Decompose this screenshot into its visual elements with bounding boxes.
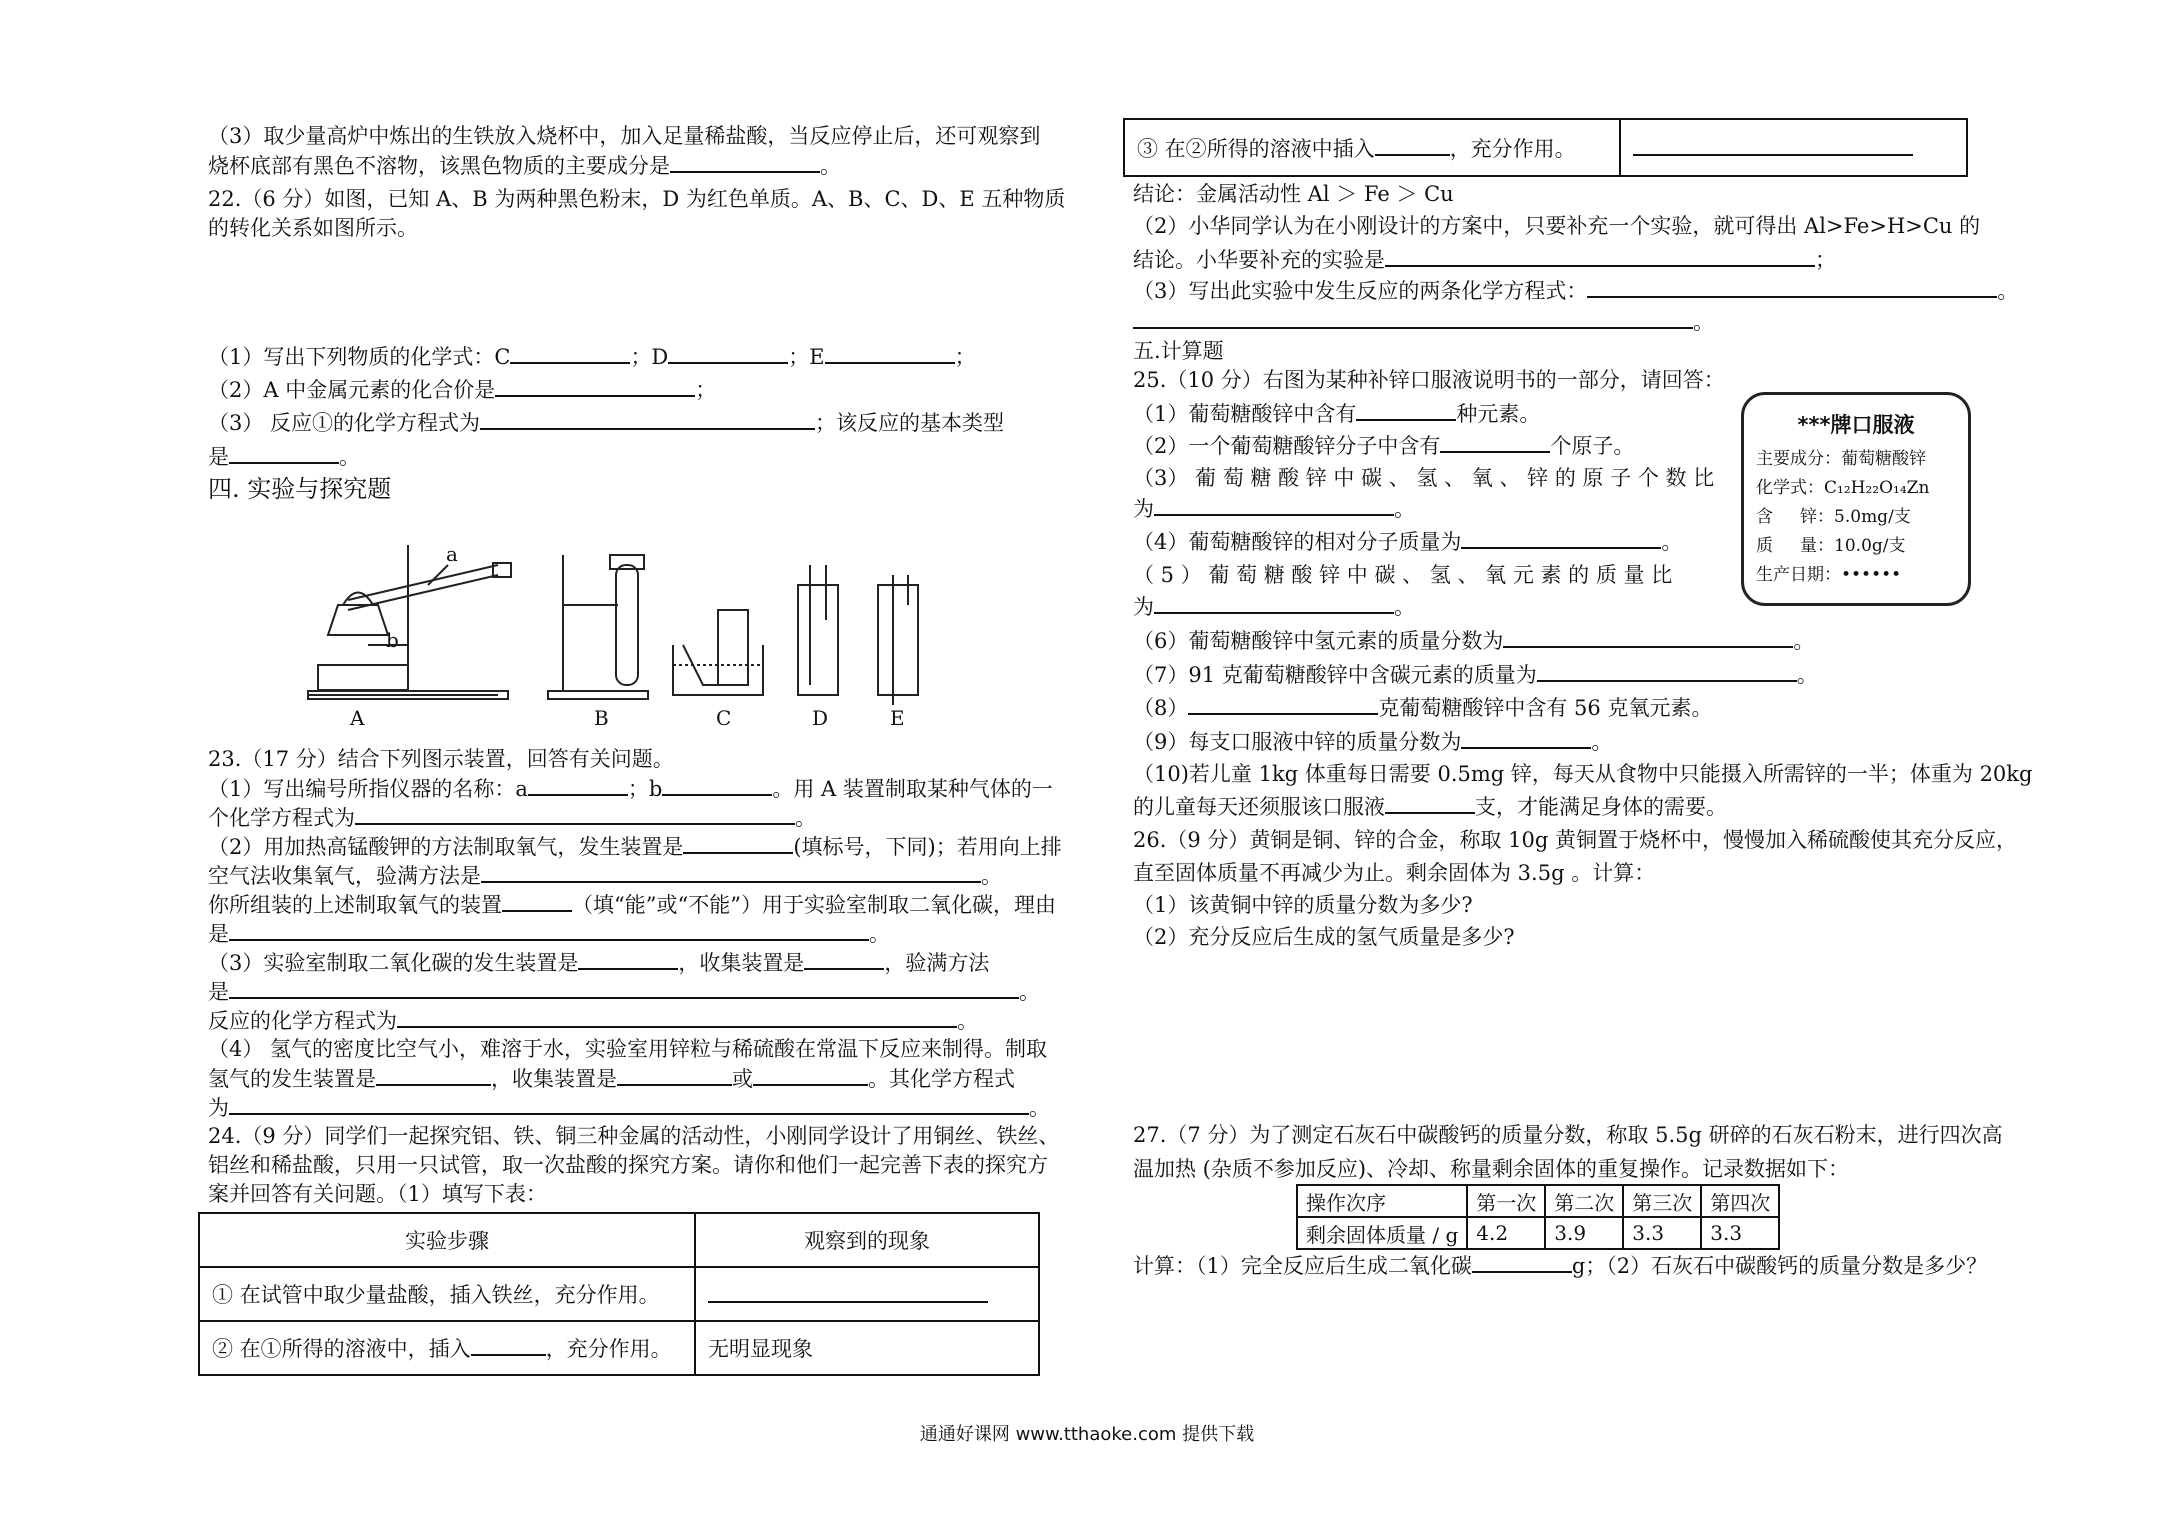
answer-blank[interactable] xyxy=(1587,276,1997,298)
q23-2d: 是 。 xyxy=(208,919,890,948)
answer-blank[interactable] xyxy=(1154,494,1394,516)
q25-3b: 为 。 xyxy=(1133,494,1415,523)
label-box-zinc: 含 锌：5.0mg/支 xyxy=(1756,507,1911,527)
q25-8: （8） 克葡萄糖酸锌中含有 56 克氧元素。 xyxy=(1133,693,1712,722)
q25-10b: 的儿童每天还须服该口服液 支，才能满足身体的需要。 xyxy=(1133,792,1727,821)
experiment-table-continued xyxy=(1123,118,1968,177)
q25-4: （4）葡萄糖酸锌的相对分子质量为 。 xyxy=(1133,527,1682,556)
answer-blank[interactable] xyxy=(683,832,793,854)
q25-10: （10)若儿童 1kg 体重每日需要 0.5mg 锌，每天从食物中只能摄入所需锌的一半；体重为 20kg xyxy=(1133,762,2033,786)
table-header: 观察到的现象 xyxy=(695,1213,1039,1267)
table-cell: ③ 在②所得的溶液中插入 ，充分作用。 xyxy=(1124,119,1620,176)
answer-blank[interactable] xyxy=(1537,660,1797,682)
answer-blank[interactable] xyxy=(1461,527,1661,549)
q24-conclusion: 结论：金属活动性 Al ＞ Fe ＞ Cu xyxy=(1133,182,1454,206)
q24-line2: 铝丝和稀盐酸，只用一只试管，取一次盐酸的探究方案。请你和他们一起完善下表的探究方 xyxy=(208,1153,1048,1177)
q22-3: （3） 反应①的化学方程式为 ；该反应的基本类型 xyxy=(208,408,1004,437)
table-cell: 剩余固体质量 / g xyxy=(1297,1217,1467,1249)
table-row xyxy=(1297,1217,1779,1249)
answer-blank[interactable] xyxy=(1356,399,1456,421)
answer-blank[interactable] xyxy=(1133,307,1693,329)
apparatus-label-a: a xyxy=(446,542,458,566)
apparatus-diagram xyxy=(298,525,1018,735)
q24-3b: 。 xyxy=(1133,307,1714,336)
q22-line2: 的转化关系如图所示。 xyxy=(208,216,418,240)
answer-blank[interactable] xyxy=(617,1064,732,1086)
q27-line1: 27.（7 分）为了测定石灰石中碳酸钙的质量分数，称取 5.5g 研碎的石灰石粉末，进行四次高 xyxy=(1133,1123,2003,1147)
answer-blank[interactable] xyxy=(825,342,955,364)
q25-5b: 为 。 xyxy=(1133,592,1415,621)
table-cell: 3.3 xyxy=(1623,1217,1701,1249)
q25-3: （3） 葡 萄 糖 酸 锌 中 碳 、 氢 、 氧 、 锌 的 原 子 个 数 比 xyxy=(1133,466,1715,490)
q25-9: （9）每支口服液中锌的质量分数为 。 xyxy=(1133,727,1612,756)
apparatus-label-b: b xyxy=(386,628,399,652)
answer-blank[interactable] xyxy=(502,890,572,912)
answer-blank[interactable] xyxy=(753,1064,868,1086)
table-cell xyxy=(695,1267,1039,1321)
label-box-ingredient: 主要成分：葡萄糖酸锌 xyxy=(1756,449,1926,469)
q22-2: （2）A 中金属元素的化合价是 ； xyxy=(208,375,716,404)
answer-blank[interactable] xyxy=(397,1006,957,1028)
answer-blank[interactable] xyxy=(804,948,884,970)
section-4-heading: 四. 实验与探究题 xyxy=(208,475,392,503)
q27-line2: 温加热 (杂质不参加反应)、冷却、称量剩余固体的重复操作。记录数据如下： xyxy=(1133,1157,1850,1181)
table-cell xyxy=(1620,119,1967,176)
answer-blank[interactable] xyxy=(1385,245,1815,267)
table-header: 第三次 xyxy=(1623,1185,1701,1217)
q21-3-line1: （3）取少量高炉中炼出的生铁放入烧杯中，加入足量稀盐酸，当反应停止后，还可观察到 xyxy=(208,124,1041,148)
table-cell: 4.2 xyxy=(1467,1217,1545,1249)
table-cell: 3.9 xyxy=(1545,1217,1623,1249)
table-header: 操作次序 xyxy=(1297,1185,1467,1217)
q23-1: （1）写出编号所指仪器的名称：a ；b 。用 A 装置制取某种气体的一 xyxy=(208,774,1053,803)
answer-blank[interactable] xyxy=(355,803,795,825)
apparatus-label-B: B xyxy=(594,706,609,730)
data-table xyxy=(1296,1184,1780,1250)
answer-blank[interactable] xyxy=(510,342,630,364)
q23-2c: 你所组装的上述制取氧气的装置 （填“能”或“不能”）用于实验室制取二氧化碳，理由 xyxy=(208,890,1056,919)
answer-blank[interactable] xyxy=(229,1093,1029,1115)
answer-blank[interactable] xyxy=(480,408,815,430)
answer-blank[interactable] xyxy=(471,1334,546,1356)
answer-blank[interactable] xyxy=(1633,134,1913,156)
q24-2b: 结论。小华要补充的实验是 ； xyxy=(1133,245,1836,274)
answer-blank[interactable] xyxy=(528,774,628,796)
q24-3: （3）写出此实验中发生反应的两条化学方程式： 。 xyxy=(1133,276,2018,305)
answer-blank[interactable] xyxy=(229,977,1019,999)
q22-line1: 22.（6 分）如图，已知 A、B 为两种黑色粉末，D 为红色单质。A、B、C、D、E 五种物质 xyxy=(208,187,1066,211)
answer-blank[interactable] xyxy=(1375,134,1450,156)
q23-3: （3）实验室制取二氧化碳的发生装置是 ，收集装置是 ，验满方法 xyxy=(208,948,989,977)
q23-4: （4） 氢气的密度比空气小，难溶于水，实验室用锌粒与稀硫酸在常温下反应来制得。制取 xyxy=(208,1037,1048,1061)
q25-title: 25.（10 分）右图为某种补锌口服液说明书的一部分，请回答： xyxy=(1133,368,1725,392)
q22-1: （1）写出下列物质的化学式：C ；D ；E ； xyxy=(208,342,976,371)
q21-3-line2: 烧杯底部有黑色不溶物，该黑色物质的主要成分是 。 xyxy=(208,151,841,180)
label-box-title: ***牌口服液 xyxy=(1797,413,1915,437)
answer-blank[interactable] xyxy=(670,151,820,173)
q25-1: （1）葡萄糖酸锌中含有 种元素。 xyxy=(1133,399,1540,428)
label-box-mass: 质 量：10.0g/支 xyxy=(1756,536,1906,556)
table-header: 实验步骤 xyxy=(199,1213,695,1267)
table-header: 第四次 xyxy=(1701,1185,1779,1217)
table-row xyxy=(1297,1185,1779,1217)
answer-blank[interactable] xyxy=(1440,431,1550,453)
label-box-date: 生产日期：•••••• xyxy=(1756,565,1902,585)
q25-7: （7）91 克葡萄糖酸锌中含碳元素的质量为 。 xyxy=(1133,660,1818,689)
table-row xyxy=(1124,119,1967,176)
q24-line3: 案并回答有关问题。（1）填写下表： xyxy=(208,1182,547,1206)
table-row xyxy=(199,1321,1039,1375)
q25-2: （2）一个葡萄糖酸锌分子中含有 个原子。 xyxy=(1133,431,1634,460)
table-row xyxy=(199,1213,1039,1267)
table-header: 第二次 xyxy=(1545,1185,1623,1217)
answer-blank[interactable] xyxy=(1188,693,1378,715)
answer-blank[interactable] xyxy=(229,442,339,464)
label-box-formula: 化学式：C₁₂H₂₂O₁₄Zn xyxy=(1756,478,1930,498)
answer-blank[interactable] xyxy=(1472,1251,1572,1273)
q23-3c: 反应的化学方程式为 。 xyxy=(208,1006,978,1035)
apparatus-label-E: E xyxy=(890,706,905,730)
apparatus-label-A: A xyxy=(350,706,365,730)
answer-blank[interactable] xyxy=(229,919,869,941)
q23-4c: 为 。 xyxy=(208,1093,1050,1122)
q23-2: （2）用加热高锰酸钾的方法制取氧气，发生装置是 (填标号，下同)；若用向上排 xyxy=(208,832,1062,861)
answer-blank[interactable] xyxy=(1461,727,1591,749)
q24-line1: 24.（9 分）同学们一起探究铝、铁、铜三种金属的活动性，小刚同学设计了用铜丝、铁丝、 xyxy=(208,1124,1060,1148)
answer-blank[interactable] xyxy=(668,342,788,364)
q26-line2: 直至固体质量不再减少为止。剩余固体为 3.5g 。计算： xyxy=(1133,861,1656,885)
apparatus-label-D: D xyxy=(812,706,829,730)
q23-1b: 个化学方程式为 。 xyxy=(208,803,816,832)
q23-3b: 是 。 xyxy=(208,977,1040,1006)
q24-2: （2）小华同学认为在小刚设计的方案中，只要补充一个实验，就可得出 Al>Fe>H>Cu 的 xyxy=(1133,214,1981,238)
table-cell: ② 在①所得的溶液中，插入 ，充分作用。 xyxy=(199,1321,695,1375)
apparatus-a-base xyxy=(318,665,408,690)
q26-2: （2）充分反应后生成的氢气质量是多少? xyxy=(1133,925,1515,949)
answer-blank[interactable] xyxy=(495,375,695,397)
table-cell: ① 在试管中取少量盐酸，插入铁丝，充分作用。 xyxy=(199,1267,695,1321)
table-cell: 3.3 xyxy=(1701,1217,1779,1249)
experiment-table xyxy=(198,1212,1040,1376)
answer-blank[interactable] xyxy=(1154,592,1394,614)
q23-4b: 氢气的发生装置是 ，收集装置是 或 。其化学方程式 xyxy=(208,1064,1015,1093)
answer-blank[interactable] xyxy=(578,948,678,970)
q25-5: （ 5 ） 葡 萄 糖 酸 锌 中 碳 、 氢 、 氧 元 素 的 质 量 比 xyxy=(1133,563,1673,587)
table-header: 第一次 xyxy=(1467,1185,1545,1217)
answer-blank[interactable] xyxy=(481,861,981,883)
oral-liquid-label-box xyxy=(1741,392,1971,606)
q25-6: （6）葡萄糖酸锌中氢元素的质量分数为 。 xyxy=(1133,626,1814,655)
q27-calc: 计算：（1）完全反应后生成二氧化碳 g；（2）石灰石中碳酸钙的质量分数是多少？ xyxy=(1133,1251,1987,1280)
table-cell: 无明显现象 xyxy=(695,1321,1039,1375)
answer-blank[interactable] xyxy=(1385,792,1475,814)
answer-blank[interactable] xyxy=(662,774,772,796)
q23-title: 23.（17 分）结合下列图示装置，回答有关问题。 xyxy=(208,747,674,771)
table-row xyxy=(199,1267,1039,1321)
footer-source: 通通好课网 www.tthaoke.com 提供下载 xyxy=(919,1424,1255,1445)
section-5-heading: 五.计算题 xyxy=(1133,339,1224,363)
apparatus-label-C: C xyxy=(716,706,732,730)
answer-blank[interactable] xyxy=(708,1281,988,1303)
q26-line1: 26.（9 分）黄铜是铜、锌的合金，称取 10g 黄铜置于烧杯中，慢慢加入稀硫酸使其充分反应， xyxy=(1133,828,2017,852)
q22-3b: 是 。 xyxy=(208,442,360,471)
q26-1: （1）该黄铜中锌的质量分数为多少? xyxy=(1133,893,1473,917)
answer-blank[interactable] xyxy=(1503,626,1793,648)
q23-2b: 空气法收集氧气，验满方法是 。 xyxy=(208,861,1002,890)
answer-blank[interactable] xyxy=(376,1064,491,1086)
